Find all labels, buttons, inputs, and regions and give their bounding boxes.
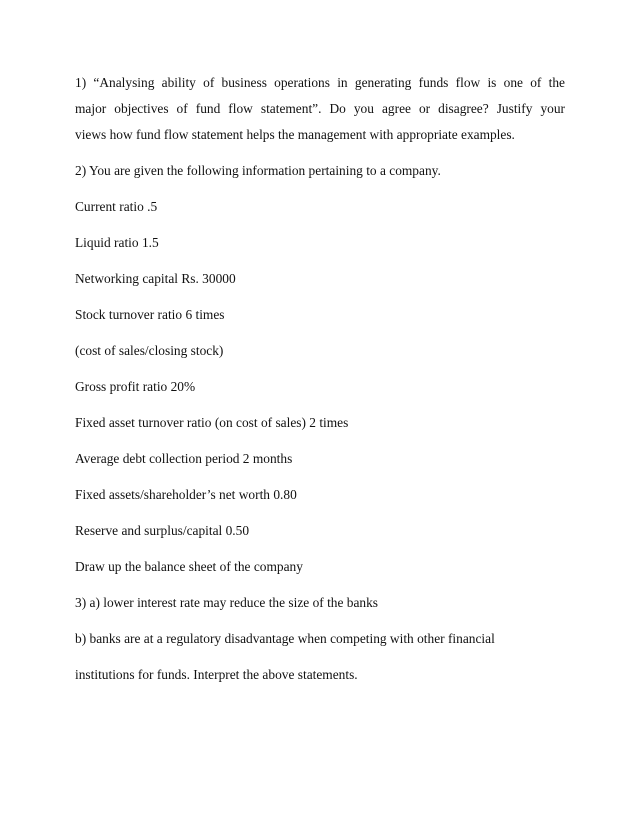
ratio-item: Average debt collection period 2 months: [75, 451, 293, 466]
ratio-item: Stock turnover ratio 6 times: [75, 307, 225, 322]
question-1-line-1: 1) “Analysing ability of business operations in generating funds flow is one of the: [75, 75, 565, 90]
question-1-line-2: major objectives of fund flow statement”. Do you agree or disagree? Justify your: [75, 101, 565, 116]
ratio-item: Liquid ratio 1.5: [75, 235, 159, 250]
question-1-line-3: views how fund flow statement helps the management with appropriate examples.: [75, 127, 515, 142]
ratio-item: Gross profit ratio 20%: [75, 379, 196, 394]
question-1: [75, 70, 565, 148]
ratio-item: Networking capital Rs. 30000: [75, 271, 236, 286]
ratio-item: Fixed assets/shareholder’s net worth 0.80: [75, 487, 297, 502]
ratio-item: Fixed asset turnover ratio (on cost of sales) 2 times: [75, 415, 349, 430]
question-3-part-a: 3) a) lower interest rate may reduce the size of the banks: [75, 595, 379, 610]
question-3-part-b-line-2: institutions for funds. Interpret the above statements.: [75, 667, 358, 682]
ratio-item: (cost of sales/closing stock): [75, 343, 224, 358]
question-3-part-b-line-1: b) banks are at a regulatory disadvantage when competing with other financial: [75, 631, 495, 646]
question-2-intro: 2) You are given the following information pertaining to a company.: [75, 163, 441, 178]
ratio-item: Reserve and surplus/capital 0.50: [75, 523, 250, 538]
question-2-instruction: Draw up the balance sheet of the company: [75, 559, 303, 574]
document-page: [75, 70, 565, 688]
ratio-item: Current ratio .5: [75, 199, 158, 214]
